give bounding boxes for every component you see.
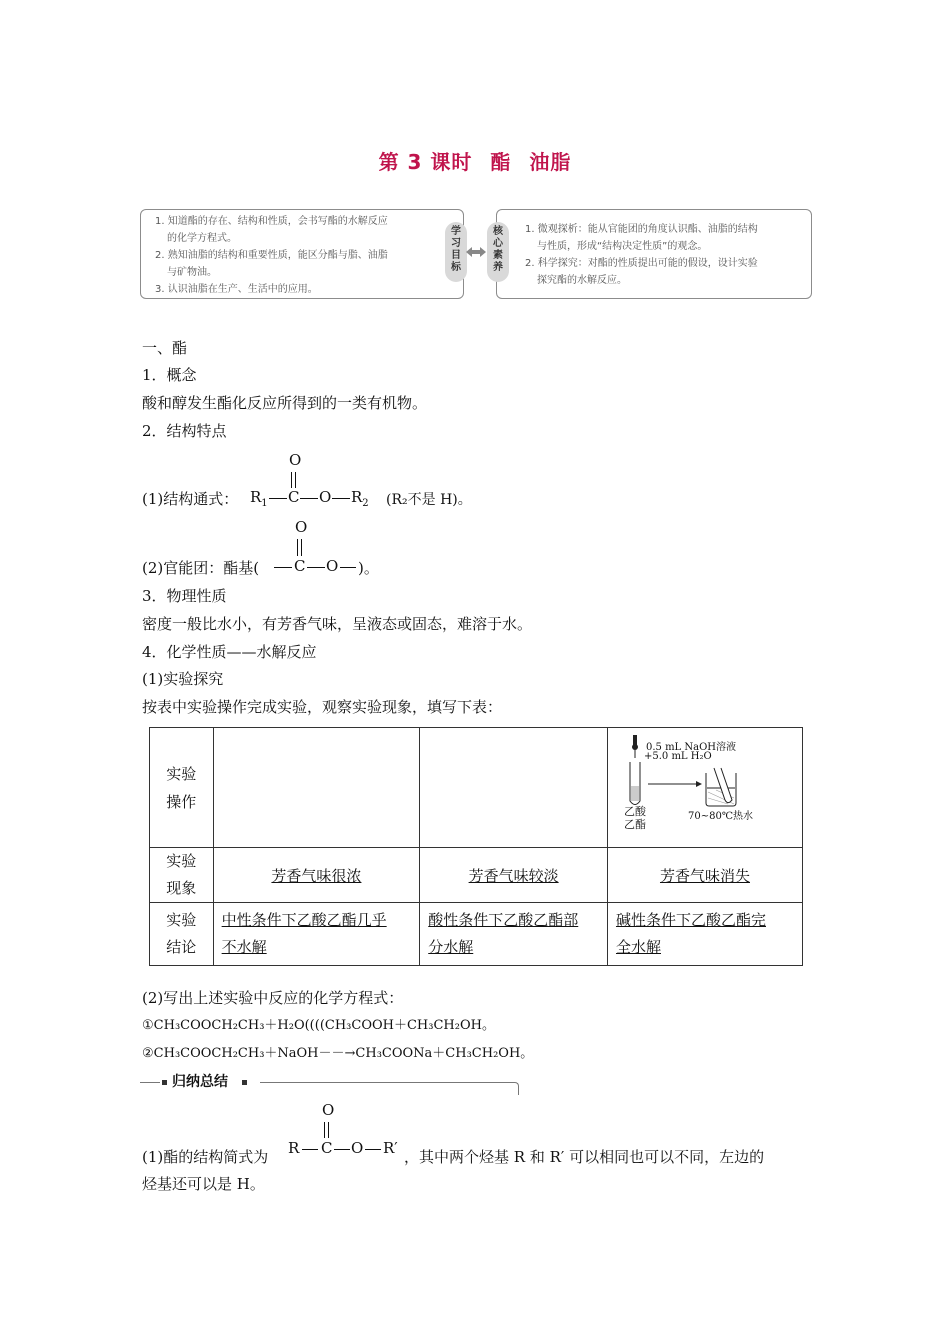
tube-label: 乙酸 乙酯 bbox=[623, 805, 646, 831]
single-bond bbox=[302, 1149, 318, 1150]
phenomenon-cell: 芳香气味消失 bbox=[607, 848, 802, 903]
double-bond bbox=[291, 472, 292, 488]
single-bond bbox=[274, 567, 292, 568]
goal-line: 与矿物油。 bbox=[167, 267, 217, 278]
formula-close: )。 bbox=[358, 559, 379, 577]
general-ester-formula: O $R_1$ C O $R_2$ bbox=[250, 451, 369, 509]
ester-group-formula: O C O bbox=[270, 518, 370, 578]
row-header: 实验 结论 bbox=[150, 903, 214, 966]
goal-line: 的化学方程式。 bbox=[167, 233, 237, 244]
title-lesson: 第 3 课时 bbox=[378, 150, 473, 174]
summary-text: 烃基还可以是 H。 bbox=[142, 1175, 265, 1193]
square-marker-icon bbox=[242, 1080, 247, 1085]
title-ester: 酯 bbox=[490, 150, 512, 174]
literacy-line: 1. 微观探析：能从官能团的角度认识酯、油脂的结构 bbox=[525, 224, 758, 235]
title-oil: 油脂 bbox=[529, 150, 572, 174]
single-bond bbox=[332, 498, 350, 499]
paragraph: 密度一般比水小，有芳香气味，呈液态或固态，难溶于水。 bbox=[142, 615, 533, 633]
section-heading: 一、酯 bbox=[142, 339, 188, 357]
double-bond bbox=[295, 472, 296, 488]
experiment-table bbox=[149, 727, 803, 966]
bath-label: 70~80℃热水 bbox=[687, 811, 753, 822]
diagram-label: +5.0 mL H₂O bbox=[643, 751, 712, 762]
conclusion-cell: 碱性条件下乙酸乙酯完 全水解 bbox=[607, 903, 802, 966]
goal-line: 1. 知道酯的存在、结构和性质，会书写酯的水解反应 bbox=[155, 216, 388, 227]
row-header: 实验 操作 bbox=[150, 728, 214, 848]
summary-text: (1)酯的结构简式为 bbox=[142, 1148, 269, 1166]
single-bond bbox=[300, 498, 318, 499]
core-literacy-box bbox=[496, 209, 812, 299]
subsection-heading: 3．物理性质 bbox=[142, 587, 227, 605]
single-bond bbox=[269, 498, 287, 499]
single-bond bbox=[365, 1149, 381, 1150]
subsection-heading: 4．化学性质——水解反应 bbox=[142, 643, 317, 661]
core-literacy-label: 核 心 素 养 bbox=[487, 222, 509, 282]
single-bond bbox=[340, 567, 356, 568]
subsection-heading: (1)实验探究 bbox=[142, 670, 224, 688]
summary-heading: 归纳总结 bbox=[172, 1074, 228, 1090]
formula-note: (R₂不是 H)。 bbox=[386, 492, 472, 508]
connector-arrows-icon bbox=[466, 243, 486, 261]
page-title bbox=[0, 146, 950, 175]
diagram-label: 0.5 mL NaOH溶液 bbox=[645, 742, 736, 753]
double-bond bbox=[328, 1122, 329, 1138]
learning-goals-label: 学 习 目 标 bbox=[445, 222, 467, 282]
square-marker-icon bbox=[162, 1080, 167, 1085]
phenomenon-cell: 芳香气味很浓 bbox=[213, 848, 420, 903]
literacy-line: 与性质，形成“结构决定性质”的观念。 bbox=[537, 241, 708, 252]
conclusion-cell: 酸性条件下乙酸乙酯部 分水解 bbox=[420, 903, 608, 966]
paragraph: (2)写出上述实验中反应的化学方程式： bbox=[142, 989, 404, 1007]
equation-2: ②CH₃COOCH₂CH₃＋NaOH－－→CH₃COONa＋CH₃CH₂OH。 bbox=[142, 1046, 534, 1061]
ester-structural-formula: O R C O R′ bbox=[288, 1101, 398, 1157]
equation-1: ①CH₃COOCH₂CH₃＋H₂O((((CH₃COOH＋CH₃CH₂OH。 bbox=[142, 1018, 495, 1033]
experiment-diagram bbox=[608, 728, 802, 847]
formula-label: (1)结构通式： bbox=[142, 490, 239, 508]
double-bond bbox=[297, 539, 298, 556]
literacy-line: 探究酯的水解反应。 bbox=[537, 275, 627, 286]
double-bond bbox=[301, 539, 302, 556]
formula-label: (2)官能团：酯基( bbox=[142, 559, 260, 577]
paragraph: 酸和醇发生酯化反应所得到的一类有机物。 bbox=[142, 394, 428, 412]
subsection-heading: 2．结构特点 bbox=[142, 422, 227, 440]
subsection-heading: 1．概念 bbox=[142, 366, 197, 384]
phenomenon-cell: 芳香气味较淡 bbox=[420, 848, 608, 903]
operation-cell-1 bbox=[213, 728, 420, 848]
operation-cell-3 bbox=[607, 728, 802, 848]
paragraph: 按表中实验操作完成实验，观察实验现象，填写下表： bbox=[142, 698, 503, 716]
single-bond bbox=[307, 567, 325, 568]
single-bond bbox=[334, 1149, 350, 1150]
goal-line: 3. 认识油脂在生产、生活中的应用。 bbox=[155, 284, 318, 295]
summary-text: ，其中两个烃基 R 和 R′ 可以相同也可以不同，左边的 bbox=[404, 1148, 765, 1166]
learning-goals-box bbox=[140, 209, 464, 299]
operation-cell-2 bbox=[420, 728, 608, 848]
conclusion-cell: 中性条件下乙酸乙酯几乎 不水解 bbox=[213, 903, 420, 966]
literacy-line: 2. 科学探究：对酯的性质提出可能的假设，设计实验 bbox=[525, 258, 758, 269]
row-header: 实验 现象 bbox=[150, 848, 214, 903]
double-bond bbox=[324, 1122, 325, 1138]
goal-line: 2. 熟知油脂的结构和重要性质，能区分酯与脂、油脂 bbox=[155, 250, 388, 261]
